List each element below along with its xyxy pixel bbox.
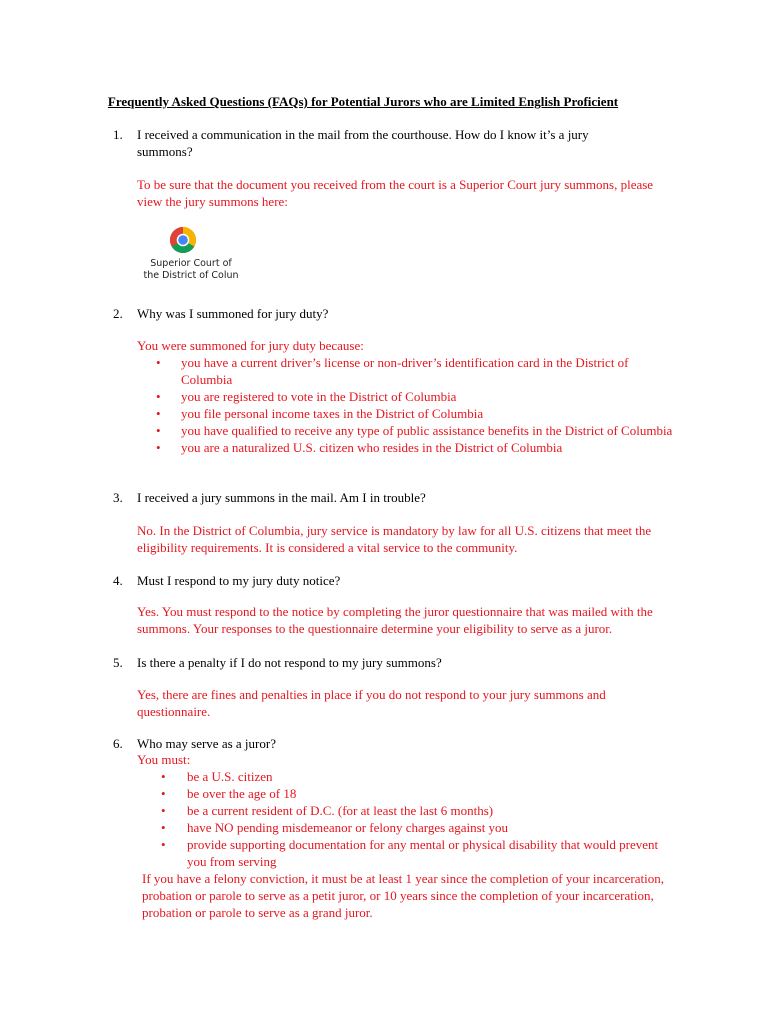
list-item-text: you are registered to vote in the District of Columbia	[181, 389, 457, 404]
list-item	[137, 836, 677, 870]
question-number: 6.	[113, 736, 123, 751]
answer-3: No. In the District of Columbia, jury service is mandatory by law for all U.S. citizens that meet the eligibility requirements. It is considered a vital service to the community.	[137, 523, 652, 555]
list-item	[137, 354, 677, 388]
bullet-icon: •	[156, 355, 161, 370]
bullet-icon: •	[161, 803, 166, 818]
bullet-icon: •	[156, 423, 161, 438]
list-item-text: be a current resident of D.C. (for at least the last 6 months)	[187, 803, 494, 818]
question-text: I received a communication in the mail from the courthouse. How do I know it’s a jury summons?	[137, 127, 589, 159]
bullet-icon: •	[161, 769, 166, 784]
question-number: 3.	[113, 490, 123, 505]
question-number: 5.	[113, 655, 123, 670]
bullet-icon: •	[156, 389, 161, 404]
bullet-icon: •	[156, 440, 161, 455]
list-item	[137, 388, 677, 405]
question-number: 2.	[113, 306, 123, 321]
list-item	[137, 802, 677, 819]
bullet-icon: •	[161, 837, 166, 852]
list-item-text: you have a current driver’s license or non-driver’s identification card in the District of Columbia	[181, 355, 629, 387]
answer-2	[137, 337, 677, 456]
chrome-icon	[169, 226, 197, 254]
question-text: I received a jury summons in the mail. Am I in trouble?	[137, 490, 426, 505]
list-item	[137, 422, 677, 439]
answer-intro: You must:	[137, 752, 191, 767]
list-item	[137, 439, 677, 456]
answer-4: Yes. You must respond to the notice by completing the juror questionnaire that was mailed with the summons. Your responses to the questionnaire determine your eligibility to serve as a juror.	[137, 604, 653, 636]
bullet-icon: •	[156, 406, 161, 421]
list-item-text: you are a naturalized U.S. citizen who resides in the District of Columbia	[181, 440, 563, 455]
answer-5: Yes, there are fines and penalties in place if you do not respond to your jury summons and questionnaire.	[137, 687, 606, 719]
list-item	[137, 768, 677, 785]
answer-1: To be sure that the document you received from the court is a Superior Court jury summons, please view the jury summons here:	[137, 177, 654, 209]
question-text: Is there a penalty if I do not respond to my jury summons?	[137, 655, 442, 670]
answer-intro: You were summoned for jury duty because:	[137, 338, 364, 353]
list-item-text: you have qualified to receive any type of public assistance benefits in the District of Columbia	[181, 423, 673, 438]
question-number: 1.	[113, 127, 123, 142]
answer-6-felony-note: If you have a felony conviction, it must be at least 1 year since the completion of your incarceration, probation or parole to serve as a petit juror, or 10 years since the completion of your incarceration, probation or parole to serve as a grand juror.	[142, 871, 664, 920]
list-item-text: provide supporting documentation for any mental or physical disability that would prevent you from serving	[187, 837, 659, 869]
bullet-icon: •	[161, 786, 166, 801]
question-number: 4.	[113, 573, 123, 588]
logo-caption-line: the District of Colun	[143, 270, 239, 281]
question-text: Why was I summoned for jury duty?	[137, 306, 329, 321]
question-text: Who may serve as a juror?	[137, 736, 276, 751]
list-item-text: be a U.S. citizen	[187, 769, 273, 784]
logo-caption	[136, 258, 246, 282]
page-title: Frequently Asked Questions (FAQs) for Potential Jurors who are Limited English Proficient	[107, 94, 619, 109]
list-item-text: be over the age of 18	[187, 786, 297, 801]
logo-caption-line: Superior Court of	[150, 258, 232, 269]
list-item-text: you file personal income taxes in the District of Columbia	[181, 406, 484, 421]
question-text: Must I respond to my jury duty notice?	[137, 573, 341, 588]
bullet-icon: •	[161, 820, 166, 835]
list-item-text: have NO pending misdemeanor or felony charges against you	[187, 820, 509, 835]
answer-6	[137, 751, 677, 870]
list-item	[137, 819, 677, 836]
list-item	[137, 785, 677, 802]
list-item	[137, 405, 677, 422]
